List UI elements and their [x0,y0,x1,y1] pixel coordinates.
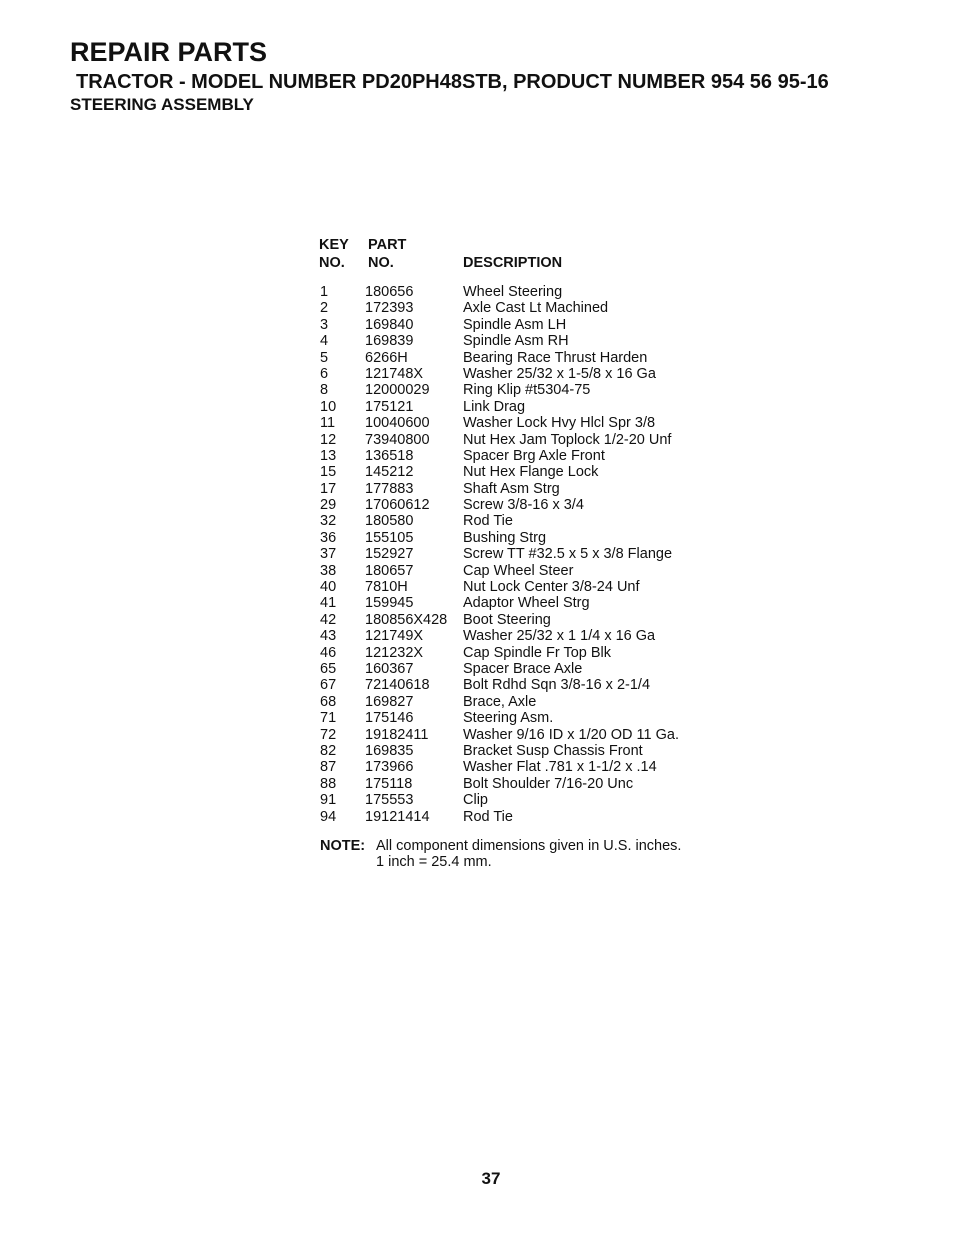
description-cell: Shaft Asm Strg [463,480,560,497]
key-no-cell: 4 [320,333,329,350]
part-no-cell: 7810H [365,579,408,596]
part-no-cell: 169827 [365,693,414,710]
key-no-cell: 29 [320,497,337,514]
table-row [319,300,739,316]
key-no-cell: 11 [320,415,336,432]
key-no-cell: 68 [320,693,337,710]
key-no-cell: 32 [320,513,337,530]
description-cell: Washer 25/32 x 1 1/4 x 16 Ga [463,628,656,645]
key-no-cell: 42 [320,611,337,628]
key-no-cell: 10 [320,398,337,415]
part-no-cell: 145212 [365,464,414,481]
part-no-cell: 19182411 [365,726,429,743]
table-row [319,710,739,726]
description-cell: Washer Lock Hvy Hlcl Spr 3/8 [463,415,656,432]
key-no-header [319,237,349,272]
key-no-cell: 94 [320,808,337,825]
part-no-cell: 173966 [365,759,414,776]
table-row [319,366,739,382]
description-cell: Axle Cast Lt Machined [463,300,609,317]
key-no-cell: 36 [320,529,337,546]
part-no-cell: 159945 [365,595,414,612]
part-no-cell: 72140618 [365,677,430,694]
description-cell: Spacer Brace Axle [463,660,583,677]
part-no-header [368,237,406,272]
key-no-cell: 87 [320,759,337,776]
key-no-cell: 17 [320,480,337,497]
key-no-cell: 5 [320,349,329,366]
description-cell: Bracket Susp Chassis Front [463,742,643,759]
page-number: 37 [481,1169,501,1188]
part-no-cell: 10040600 [365,415,430,432]
parts-table-header [319,237,739,275]
key-no-cell: 65 [320,660,337,677]
part-no-cell: 155105 [365,529,414,546]
key-no-cell: 13 [320,447,337,464]
part-no-cell: 177883 [365,480,414,497]
table-row [319,809,739,825]
description-cell: Wheel Steering [463,284,563,300]
key-header-line1: KEY [319,237,349,253]
table-row [319,481,739,497]
key-no-cell: 15 [320,464,337,481]
description-cell: Boot Steering [463,611,551,628]
table-row [319,661,739,677]
key-no-cell: 46 [320,644,337,661]
table-row [319,694,739,710]
description-cell: Washer 9/16 ID x 1/20 OD 11 Ga. [463,726,679,743]
description-cell: Cap Wheel Steer [463,562,574,579]
part-no-cell: 175121 [365,398,414,415]
part-no-cell: 121232X [365,644,424,661]
description-cell: Spindle Asm RH [463,333,569,350]
part-no-cell: 121749X [365,628,424,645]
table-row [319,530,739,546]
part-no-cell: 175553 [365,792,414,809]
part-no-cell: 152927 [365,546,414,563]
key-no-cell: 1 [320,284,329,300]
table-row [319,415,739,431]
part-no-cell: 6266H [365,349,408,366]
part-no-cell: 175118 [365,775,413,792]
table-row [319,563,739,579]
key-no-cell: 41 [320,595,337,612]
description-cell: Bearing Race Thrust Harden [463,349,648,366]
description-cell: Adaptor Wheel Strg [463,595,590,612]
key-no-cell: 2 [320,300,329,317]
table-row [319,759,739,775]
key-no-cell: 72 [320,726,337,743]
table-row [319,399,739,415]
table-row [319,579,739,595]
description-cell: Rod Tie [463,513,513,530]
key-no-cell: 43 [320,628,337,645]
part-header-line2: NO. [368,254,394,271]
key-no-cell: 82 [320,742,337,759]
table-row [319,432,739,448]
description-cell: Steering Asm. [463,710,554,727]
table-row [319,792,739,808]
description-cell: Clip [463,792,488,809]
description-header: DESCRIPTION [463,254,563,271]
part-no-cell: 121748X [365,365,424,382]
table-row [319,776,739,792]
part-no-cell: 180856X428 [365,611,448,628]
part-no-cell: 175146 [365,710,414,727]
part-no-cell: 169839 [365,333,414,350]
description-cell: Ring Klip #t5304-75 [463,382,591,399]
description-cell: Screw TT #32.5 x 5 x 3/8 Flange [463,546,673,563]
table-row [319,317,739,333]
key-no-cell: 88 [320,775,337,792]
page-title: REPAIR PARTS [70,37,268,67]
description-cell: Washer Flat .781 x 1-1/2 x .14 [463,759,657,776]
description-cell: Nut Lock Center 3/8-24 Unf [463,579,640,596]
key-no-cell: 3 [320,316,329,333]
part-no-cell: 169840 [365,316,414,333]
note-text-line1: All component dimensions given in U.S. inches. [376,837,682,854]
table-row [319,513,739,529]
part-no-cell: 17060612 [365,497,430,514]
description-cell: Bolt Rdhd Sqn 3/8-16 x 2-1/4 [463,677,651,694]
table-row [319,350,739,366]
description-cell: Brace, Axle [463,693,537,710]
part-no-cell: 180656 [365,284,414,300]
part-no-cell: 136518 [365,447,414,464]
part-no-cell: 172393 [365,300,414,317]
part-no-cell: 180657 [365,562,414,579]
table-row [319,595,739,611]
key-no-cell: 67 [320,677,337,694]
model-subtitle: TRACTOR - MODEL NUMBER PD20PH48STB, PRODUCT NUMBER 954 56 95-16 [76,71,829,93]
description-cell: Rod Tie [463,808,513,825]
table-row [319,284,739,300]
table-row [319,743,739,759]
table-row [319,333,739,349]
description-cell: Nut Hex Flange Lock [463,464,599,481]
description-cell: Bushing Strg [463,529,547,546]
description-cell: Spindle Asm LH [463,316,567,333]
description-cell: Washer 25/32 x 1-5/8 x 16 Ga [463,365,656,382]
table-row [319,448,739,464]
description-cell: Link Drag [463,398,526,415]
description-cell: Screw 3/8-16 x 3/4 [463,497,584,514]
table-row [319,497,739,513]
part-header-line1: PART [368,237,407,253]
parts-table [319,237,739,872]
table-row [319,464,739,480]
section-title: STEERING ASSEMBLY [70,95,254,114]
table-row [319,727,739,743]
parts-list [319,284,739,825]
part-no-cell: 19121414 [365,808,430,825]
table-row [319,546,739,562]
table-row [319,382,739,398]
key-no-cell: 12 [320,431,337,448]
part-no-cell: 160367 [365,660,414,677]
key-no-cell: 8 [320,382,329,399]
key-header-line2: NO. [319,254,345,271]
key-no-cell: 40 [320,579,337,596]
part-no-cell: 12000029 [365,382,430,399]
table-row [319,645,739,661]
table-row [319,628,739,644]
part-no-cell: 180580 [365,513,414,530]
key-no-cell: 6 [320,365,329,382]
key-no-cell: 37 [320,546,337,563]
part-no-cell: 169835 [365,742,414,759]
table-row [319,677,739,693]
description-cell: Cap Spindle Fr Top Blk [463,644,612,661]
description-cell: Bolt Shoulder 7/16-20 Unc [463,775,634,792]
key-no-cell: 91 [320,792,337,809]
key-no-cell: 71 [320,710,337,727]
note [319,838,739,872]
note-label: NOTE: [320,837,366,854]
table-row [319,612,739,628]
description-cell: Spacer Brg Axle Front [463,447,605,464]
key-no-cell: 38 [320,562,337,579]
note-text-line2: 1 inch = 25.4 mm. [376,853,492,870]
part-no-cell: 73940800 [365,431,430,448]
description-cell: Nut Hex Jam Toplock 1/2-20 Unf [463,431,672,448]
